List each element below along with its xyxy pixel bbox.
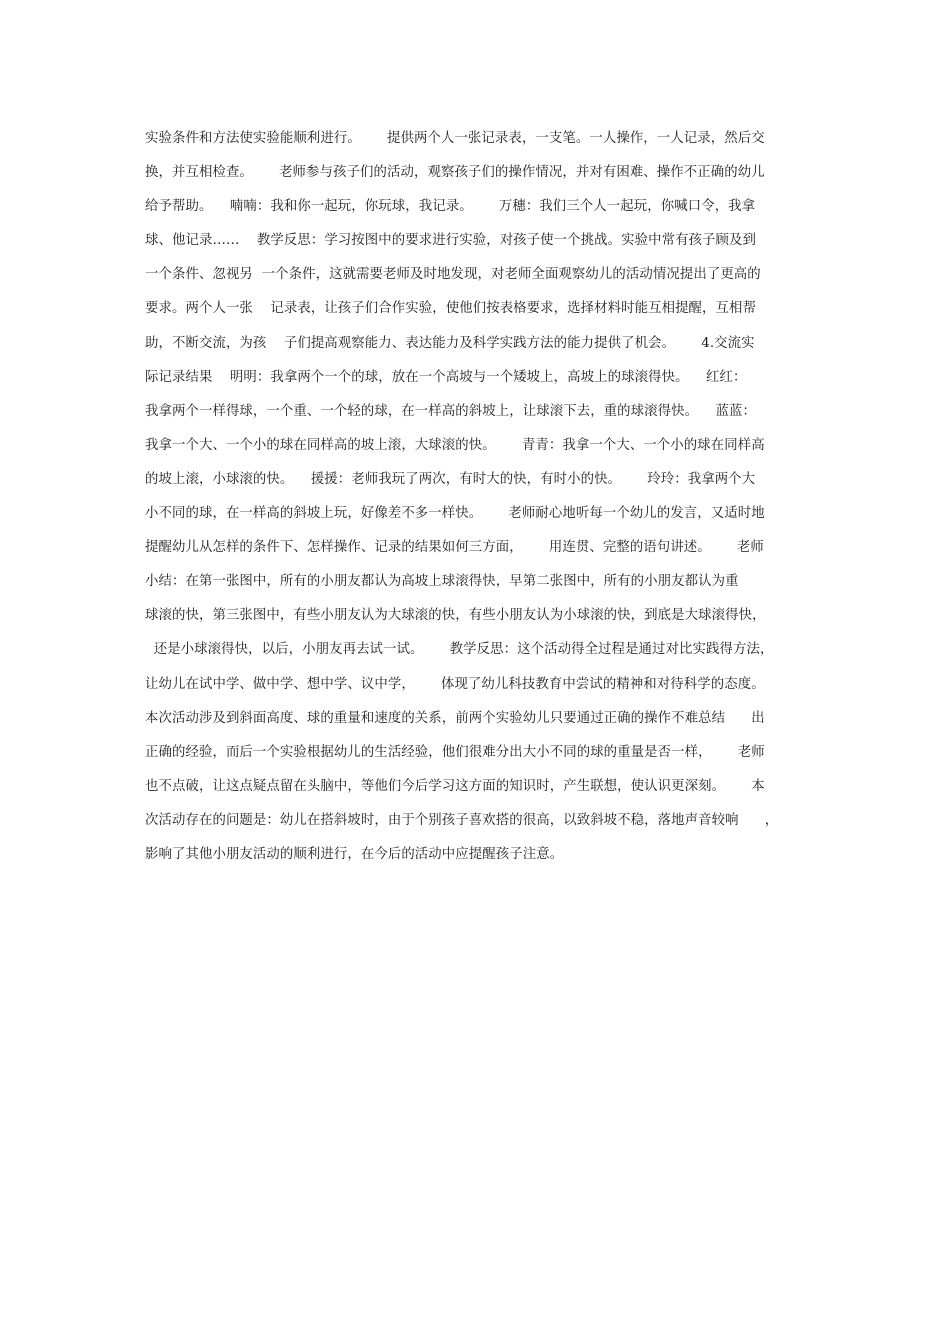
- text-line: 提醒幼儿从怎样的条件下、怎样操作、记录的结果如何三方面， 用连贯、完整的语句讲述。 老师: [145, 540, 764, 556]
- text-line: 小不同的球，在一样高的斜坡上玩，好像差不多一样快。 老师耐心地听每一个幼儿的发言，又适时地: [145, 506, 765, 522]
- text-line: 球滚的快，第三张图中，有些小朋友认为大球滚的快，有些小朋友认为小球滚的快，到底是大球滚得快，: [145, 608, 766, 624]
- text-line: 一个条件、忽视另 一个条件，这就需要老师及时地发现，对老师全面观察幼儿的活动情况提出了更高的: [145, 267, 761, 283]
- text-line: 实验条件和方法使实验能顺利进行。 提供两个人一张记录表，一支笔。一人操作，一人记录，然后交: [145, 131, 765, 146]
- text-line: 还是小球滚得快，以后，小朋友再去试一试。 教学反思：这个活动得全过程是通过对比实践得方法，: [145, 642, 774, 658]
- text-line: 换，并互相检查。 老师参与孩子们的活动，观察孩子们的操作情况，并对有困难、操作不正确的幼儿: [145, 165, 765, 181]
- body-text: [145, 122, 815, 872]
- text-line: 我拿两个一样得球，一个重、一个轻的球，在一样高的斜坡上，让球滚下去，重的球滚得快。 蓝蓝：: [145, 403, 757, 419]
- text-line: 的坡上滚，小球滚的快。 援援：老师我玩了两次，有时大的快，有时小的快。 玲玲：我拿两个大: [145, 471, 756, 487]
- text-line: 助，不断交流，为孩 子们提高观察能力、表达能力及科学实践方法的能力提供了机会。 4.交流实: [145, 335, 755, 351]
- text-line: 要求。两个人一张 记录表，让孩子们合作实验，使他们按表格要求，选择材料时能互相提醒，互相帮: [145, 301, 757, 317]
- text-line: 给予帮助。 喃喃：我和你一起玩，你玩球，我记录。 万穗：我们三个人一起玩，你喊口令，我拿: [145, 199, 756, 215]
- text-line: 也不点破，让这点疑点留在头脑中，等他们今后学习这方面的知识时，产生联想，使认识更深刻。 本: [145, 778, 765, 794]
- text-line: 正确的经验，而后一个实验根据幼儿的生活经验，他们很难分出大小不同的球的重量是否一样， 老师: [145, 744, 765, 760]
- text-line: 球、他记录…… 教学反思：学习按图中的要求进行实验，对孩子使一个挑战。实验中常有孩子顾及到: [145, 233, 757, 249]
- text-line: 影响了其他小朋友活动的顺利进行，在今后的活动中应提醒孩子注意。: [145, 846, 564, 862]
- text-line: 小结：在第一张图中，所有的小朋友都认为高坡上球滚得快，早第二张图中，所有的小朋友都认为重: [145, 574, 739, 590]
- text-line: 我拿一个大、一个小的球在同样高的坡上滚，大球滚的快。 青青：我拿一个大、一个小的球在同样高: [145, 437, 765, 453]
- text-line: 际记录结果 明明：我拿两个一个的球，放在一个高坡与一个矮坡上，高坡上的球滚得快。 红红：: [145, 369, 747, 385]
- text-line: 次活动存在的问题是：幼儿在搭斜坡时，由于个别孩子喜欢搭的很高，以致斜坡不稳，落地声音较响 ，: [145, 812, 779, 828]
- text-line: 让幼儿在试中学、做中学、想中学、议中学， 体现了幼儿科技教育中尝试的精神和对待科学的态度。: [145, 676, 765, 692]
- text-line: 本次活动涉及到斜面高度、球的重量和速度的关系，前两个实验幼儿只要通过正确的操作不难总结 出: [145, 710, 765, 726]
